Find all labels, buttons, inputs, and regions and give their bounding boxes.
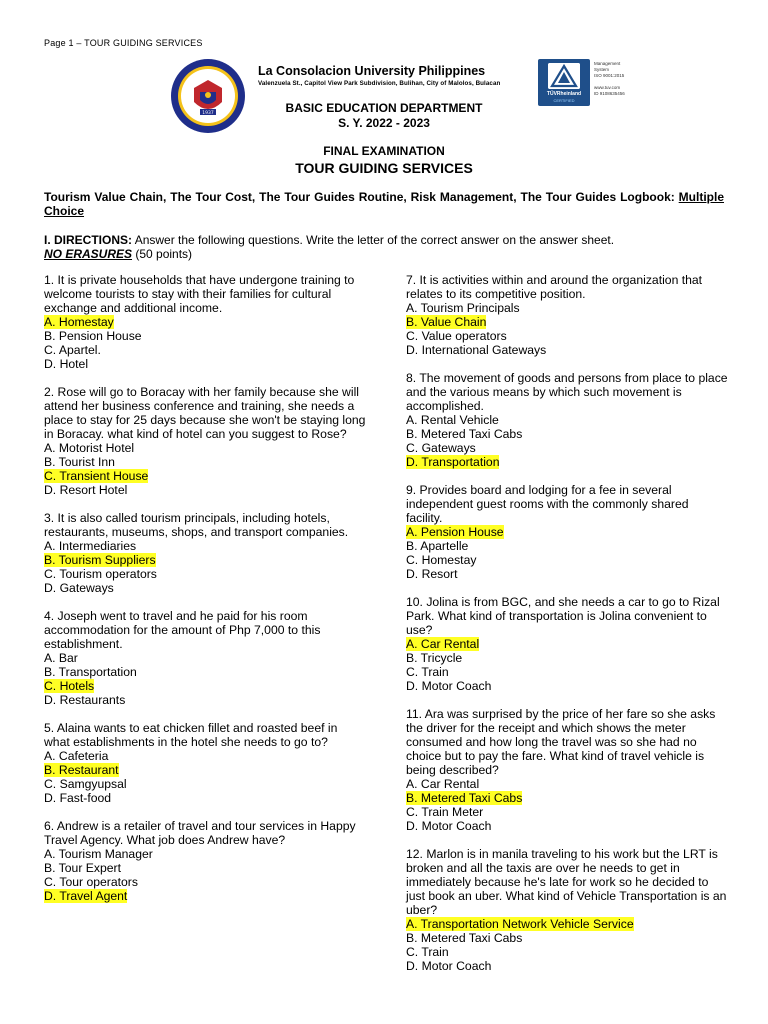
- answer-option: [406, 343, 728, 357]
- answer-option: [406, 637, 728, 651]
- question-item: [44, 273, 366, 371]
- answer-option: [406, 917, 728, 931]
- answer-option: [406, 455, 728, 469]
- answer-option: [406, 427, 728, 441]
- option-text: C. Tourism operators: [44, 567, 157, 581]
- answer-option: [406, 539, 728, 553]
- answer-option: [406, 651, 728, 665]
- answer-option: [44, 553, 366, 567]
- option-text: B. Apartelle: [406, 539, 469, 553]
- answer-option: [44, 875, 366, 889]
- answer-option: [44, 455, 366, 469]
- page-label: Page 1 – TOUR GUIDING SERVICES: [44, 38, 203, 48]
- question-text: 11. Ara was surprised by the price of her fare so she asks the driver for the receipt and which shows the meter consumed and how long the travel was so she had no choice but to pay the fare. What kind of travel vehicle is being described?: [406, 707, 716, 777]
- option-text: C. Homestay: [406, 553, 477, 567]
- option-text: D. Motor Coach: [406, 679, 492, 693]
- highlighted-answer: A. Homestay: [44, 315, 114, 329]
- question-text: 2. Rose will go to Boracay with her family because she will attend her business conference and training, she needs a place to stay for 25 days because she won't be staying long in Boracay. what kind of hotel can you suggest to Rose?: [44, 385, 366, 441]
- option-text: A. Car Rental: [406, 777, 480, 791]
- answer-option: [406, 525, 728, 539]
- highlighted-answer: A. Transportation Network Vehicle Service: [406, 917, 634, 931]
- department-heading: BASIC EDUCATION DEPARTMENT: [285, 101, 483, 115]
- option-text: D. Resort Hotel: [44, 483, 128, 497]
- option-text: C. Train: [406, 665, 449, 679]
- answer-option: [44, 861, 366, 875]
- option-text: A. Rental Vehicle: [406, 413, 499, 427]
- directions-text: Answer the following questions. Write the letter of the correct answer on the answer sheet.: [132, 233, 615, 247]
- option-text: B. Transportation: [44, 665, 137, 679]
- question-text: 3. It is also called tourism principals, including hotels, restaurants, museums, shops, and transport companies.: [44, 511, 349, 539]
- cert-details: Management System ISO 9001:2015 www.tuv.com ID 9108635456: [594, 61, 625, 96]
- tuv-certified-label: CERTIFIED: [553, 98, 575, 103]
- seal-year: 1937: [202, 111, 214, 116]
- question-text: 7. It is activities within and around the organization that relates to its competitive position.: [406, 273, 703, 301]
- question-item: [406, 847, 728, 973]
- option-text: D. Gateways: [44, 581, 114, 595]
- option-text: C. Train Meter: [406, 805, 484, 819]
- option-text: B. Tricycle: [406, 651, 463, 665]
- answer-option: [406, 413, 728, 427]
- answer-option: [406, 679, 728, 693]
- answer-option: [406, 301, 728, 315]
- directions-label: I. DIRECTIONS:: [44, 233, 133, 247]
- question-text: 5. Alaina wants to eat chicken fillet and roasted beef in what establishments in the hotel she needs to go to?: [44, 721, 338, 749]
- answer-option: [406, 329, 728, 343]
- answer-option: [44, 315, 366, 329]
- question-text: 12. Marlon is in manila traveling to his work but the LRT is broken and all the taxis are over he needs to get in immediately because he's late for work so he decided to just book an uber. What kind of Vehicle Transportation is an uber?: [406, 847, 727, 917]
- answer-option: [44, 847, 366, 861]
- answer-option: [44, 693, 366, 707]
- option-text: D. Resort: [406, 567, 458, 581]
- question-text: 10. Jolina is from BGC, and she needs a car to go to Rizal Park. What kind of transportation is Jolina convenient to use?: [406, 595, 720, 637]
- subject-title: TOUR GUIDING SERVICES: [295, 160, 473, 176]
- option-text: A. Motorist Hotel: [44, 441, 135, 455]
- question-item: [406, 707, 728, 833]
- question-item: [406, 273, 728, 357]
- answer-option: [44, 665, 366, 679]
- tuv-triangle-icon: [548, 63, 580, 89]
- option-text: A. Tourism Manager: [44, 847, 153, 861]
- question-item: [406, 483, 728, 581]
- option-text: D. Motor Coach: [406, 959, 492, 973]
- option-text: C. Gateways: [406, 441, 476, 455]
- option-text: D. Fast-food: [44, 791, 112, 805]
- university-address: Valenzuela St., Capitol View Park Subdivision, Bulihan, City of Malolos, Bulacan: [258, 80, 501, 87]
- highlighted-answer: A. Pension House: [406, 525, 504, 539]
- highlighted-answer: C. Transient House: [44, 469, 149, 483]
- answer-option: [406, 931, 728, 945]
- question-text: 8. The movement of goods and persons from place to place and the various means by which such movement is accomplished.: [406, 371, 728, 413]
- question-item: [44, 721, 366, 805]
- question-text: 4. Joseph went to travel and he paid for his room accommodation for the amount of Php 7,000 to this establishment.: [44, 609, 321, 651]
- answer-option: [44, 791, 366, 805]
- exam-title: FINAL EXAMINATION: [323, 144, 445, 158]
- question-type: Multiple Choice: [44, 190, 724, 218]
- option-text: B. Pension House: [44, 329, 142, 343]
- answer-option: [406, 665, 728, 679]
- answer-option: [44, 889, 366, 903]
- exam-topics: Tourism Value Chain, The Tour Cost, The Tour Guides Routine, Risk Management, The Tour Guides Logbook: Multiple Choice: [44, 190, 724, 218]
- answer-option: [406, 959, 728, 973]
- tuv-certification-badge: [538, 59, 638, 106]
- question-item: [406, 595, 728, 693]
- tuv-brand: TÜVRheinland: [546, 91, 582, 97]
- answer-option: [44, 343, 366, 357]
- option-text: B. Metered Taxi Cabs: [406, 427, 523, 441]
- question-item: [44, 385, 366, 497]
- question-text: 6. Andrew is a retailer of travel and tour services in Happy Travel Agency. What job does Andrew have?: [44, 819, 356, 847]
- answer-option: [406, 315, 728, 329]
- directions: [44, 233, 734, 261]
- option-text: C. Apartel.: [44, 343, 101, 357]
- answer-option: [44, 469, 366, 483]
- answer-option: [44, 441, 366, 455]
- option-text: B. Metered Taxi Cabs: [406, 931, 523, 945]
- highlighted-answer: B. Restaurant: [44, 763, 119, 777]
- highlighted-answer: B. Tourism Suppliers: [44, 553, 156, 567]
- answer-option: [44, 651, 366, 665]
- no-erasures-label: NO ERASURES: [44, 247, 133, 261]
- highlighted-answer: B. Metered Taxi Cabs: [406, 791, 523, 805]
- answer-option: [406, 441, 728, 455]
- questions-right-column: [406, 273, 728, 987]
- answer-option: [44, 679, 366, 693]
- highlighted-answer: D. Transportation: [406, 455, 500, 469]
- highlighted-answer: C. Hotels: [44, 679, 95, 693]
- highlighted-answer: D. Travel Agent: [44, 889, 128, 903]
- option-text: D. Motor Coach: [406, 819, 492, 833]
- answer-option: [406, 791, 728, 805]
- questions-left-column: [44, 273, 366, 917]
- answer-option: [406, 805, 728, 819]
- answer-option: [406, 819, 728, 833]
- answer-option: [44, 539, 366, 553]
- university-name: La Consolacion University Philippines: [258, 64, 486, 78]
- option-text: C. Train: [406, 945, 449, 959]
- question-item: [44, 819, 366, 903]
- option-text: D. International Gateways: [406, 343, 547, 357]
- answer-option: [44, 329, 366, 343]
- option-text: D. Hotel: [44, 357, 89, 371]
- option-text: A. Bar: [44, 651, 78, 665]
- points-label: (50 points): [132, 247, 193, 261]
- option-text: C. Value operators: [406, 329, 507, 343]
- option-text: B. Tour Expert: [44, 861, 121, 875]
- option-text: C. Samgyupsal: [44, 777, 127, 791]
- question-text: 9. Provides board and lodging for a fee in several independent guest rooms with the commonly shared facility.: [406, 483, 689, 525]
- answer-option: [406, 777, 728, 791]
- answer-option: [44, 763, 366, 777]
- answer-option: [44, 777, 366, 791]
- answer-option: [44, 749, 366, 763]
- option-text: A. Intermediaries: [44, 539, 137, 553]
- answer-option: [44, 483, 366, 497]
- question-item: [406, 371, 728, 469]
- answer-option: [406, 553, 728, 567]
- school-year: S. Y. 2022 - 2023: [338, 116, 430, 130]
- answer-option: [44, 357, 366, 371]
- answer-option: [406, 945, 728, 959]
- question-item: [44, 511, 366, 595]
- option-text: D. Restaurants: [44, 693, 126, 707]
- answer-option: [44, 567, 366, 581]
- question-item: [44, 609, 366, 707]
- option-text: A. Tourism Principals: [406, 301, 520, 315]
- option-text: B. Tourist Inn: [44, 455, 115, 469]
- answer-option: [44, 581, 366, 595]
- option-text: C. Tour operators: [44, 875, 138, 889]
- answer-option: [406, 567, 728, 581]
- option-text: A. Cafeteria: [44, 749, 109, 763]
- highlighted-answer: A. Car Rental: [406, 637, 480, 651]
- question-text: 1. It is private households that have undergone training to welcome tourists to stay with their families for cultural exchange and additional income.: [44, 273, 355, 315]
- highlighted-answer: B. Value Chain: [406, 315, 487, 329]
